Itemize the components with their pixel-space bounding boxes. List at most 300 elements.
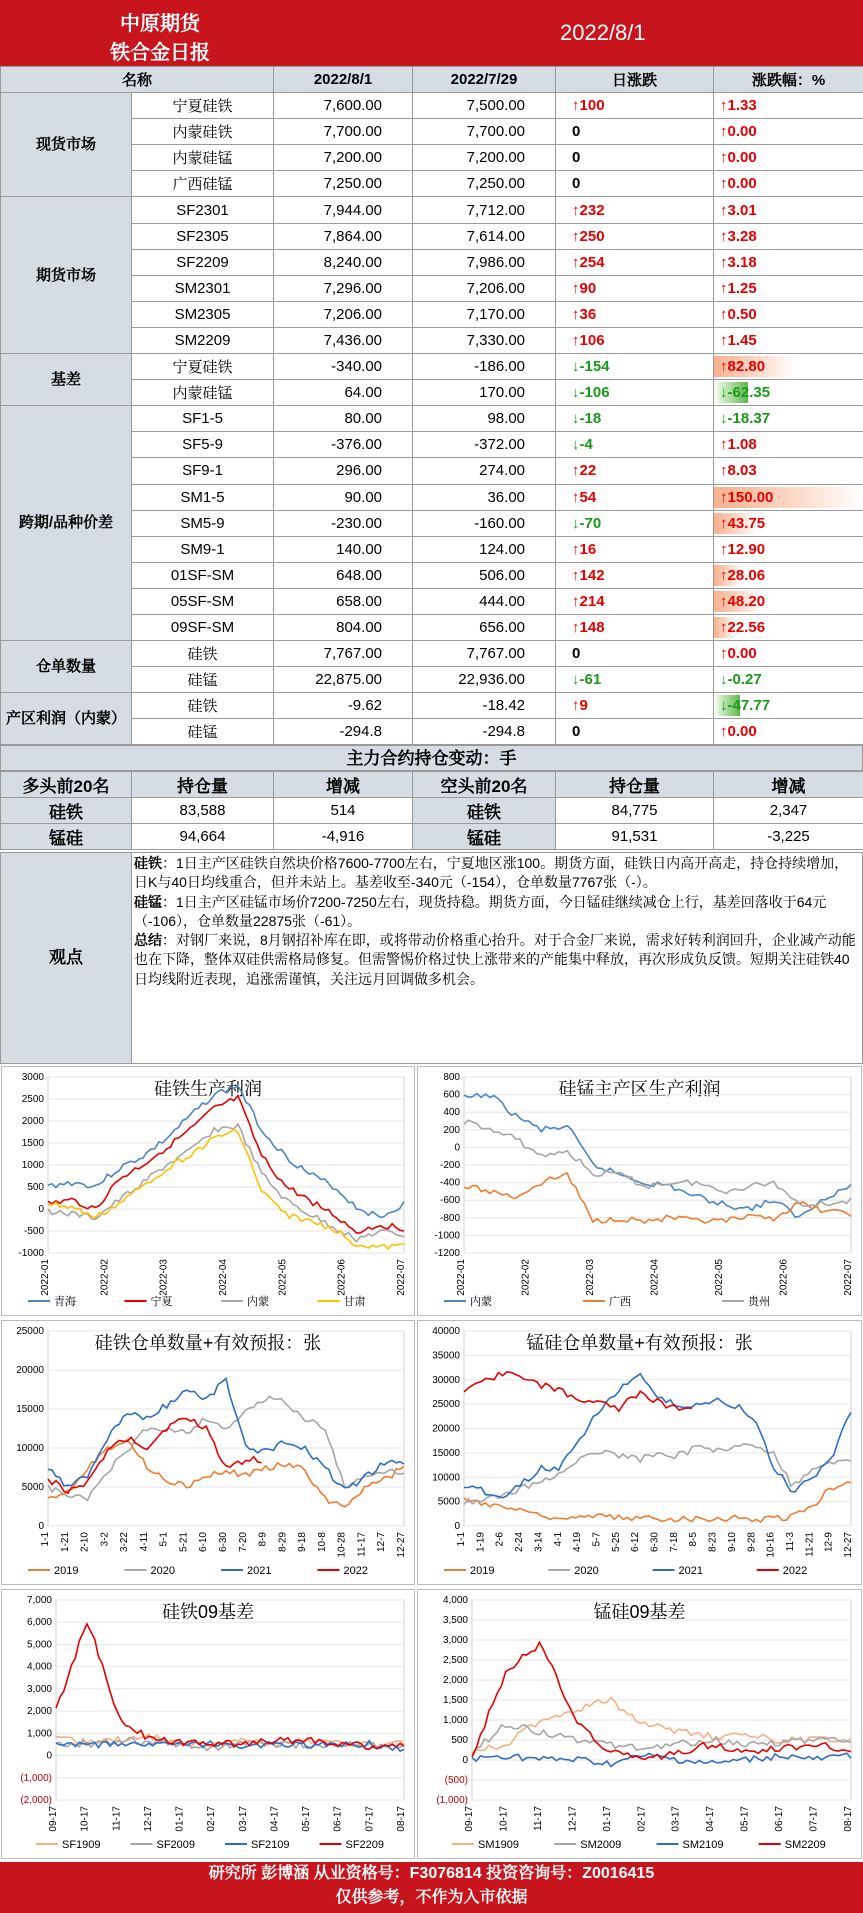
arrow-up-icon: ↑ (720, 566, 728, 584)
x-tick: 10-16 (765, 1532, 777, 1558)
daily-change (556, 693, 714, 719)
y-tick: 3000 (21, 1072, 44, 1083)
col-header: 涨跌幅：% (714, 67, 863, 93)
chart-sf-warrants (1, 1320, 415, 1585)
item-name: SF1-5 (132, 406, 274, 432)
series-line (48, 1419, 262, 1494)
arrow-down-icon: ↓ (572, 410, 580, 428)
value-today: 64.00 (274, 380, 413, 406)
pct-value: 28.06 (727, 566, 766, 584)
pct-value: 150.00 (727, 488, 774, 506)
y-tick: 5000 (437, 1496, 460, 1508)
x-tick: 6-30 (649, 1532, 661, 1553)
legend-label: 内蒙 (470, 1296, 492, 1308)
legend-label: SM1909 (478, 1839, 519, 1851)
position-cell: 硅铁 (1, 798, 132, 824)
position-header: 持仓量 (556, 772, 714, 798)
table-row (1, 197, 863, 223)
section-label: 期货市场 (1, 197, 132, 354)
x-tick: 02-17 (636, 1806, 648, 1832)
pct-change (714, 145, 863, 171)
x-tick: 11-17 (532, 1806, 544, 1831)
legend-label: SF2009 (156, 1839, 196, 1851)
item-name: 广西硅锰 (132, 171, 274, 197)
position-cell: 94,664 (132, 824, 274, 850)
chart-sm-warrants (417, 1320, 862, 1585)
arrow-up-icon: ↑ (572, 253, 580, 271)
value-today: -376.00 (274, 432, 413, 458)
x-tick: 2022-01 (40, 1259, 51, 1296)
item-name: 硅铁 (132, 641, 274, 667)
legend-label: 贵州 (748, 1296, 770, 1308)
section-label: 现货市场 (1, 93, 132, 197)
y-tick: 10000 (16, 1443, 44, 1454)
x-tick: 09-17 (464, 1806, 475, 1832)
item-name: SF2209 (132, 249, 274, 275)
y-tick: 0 (454, 1521, 460, 1532)
chart-sm09-basis (417, 1589, 862, 1859)
x-tick: 05-17 (739, 1806, 751, 1832)
x-tick: 6-12 (630, 1532, 642, 1553)
pct-change (714, 171, 863, 197)
pct-change (714, 588, 863, 614)
pct-change (714, 93, 863, 119)
arrow-up-icon: ↑ (572, 488, 580, 506)
view-silicomanganese: 硅锰：1日主产区硅锰市场价7200-7250左右，现货持稳。期货方面，今日锰硅继续减仓上行，基差回落收于64元（-106），仓单数量22875张（-61）。 (134, 893, 827, 929)
arrow-up-icon: ↑ (572, 592, 580, 610)
y-tick: 15000 (16, 1404, 44, 1415)
y-tick: 5,000 (26, 1639, 52, 1651)
arrow-up-icon: ↑ (720, 305, 728, 323)
x-tick: 07-17 (808, 1806, 820, 1832)
x-tick: 01-17 (601, 1806, 613, 1832)
section-label: 产区利润（内蒙） (1, 693, 132, 745)
x-tick: 02-17 (206, 1806, 218, 1832)
legend-label: 2021 (247, 1565, 272, 1577)
change-value: 232 (579, 201, 605, 219)
pct-change (714, 719, 863, 745)
arrow-down-icon: ↓ (572, 358, 580, 376)
legend-label: SM2009 (580, 1839, 622, 1851)
view-text (134, 854, 860, 989)
legend-label: SF2209 (345, 1839, 385, 1851)
value-today: 648.00 (274, 562, 413, 588)
company-name: 中原期货 (120, 13, 200, 35)
item-name: SF2301 (132, 197, 274, 223)
value-prev: 7,767.00 (413, 641, 556, 667)
value-today: 7,767.00 (274, 641, 413, 667)
x-tick: 6-10 (198, 1532, 210, 1553)
legend-label: 2020 (150, 1565, 175, 1577)
x-tick: 11-3 (784, 1532, 796, 1552)
daily-change (556, 510, 714, 536)
position-cell: 2,347 (714, 798, 863, 824)
view-label: 观点 (1, 853, 132, 1063)
daily-change (556, 93, 714, 119)
arrow-up-icon: ↑ (720, 253, 728, 271)
col-header: 2022/8/1 (274, 67, 413, 93)
x-tick: 12-17 (567, 1806, 579, 1832)
value-prev: 98.00 (413, 406, 556, 432)
position-cell: 91,531 (556, 824, 714, 850)
position-row (1, 798, 863, 824)
x-tick: 2022-02 (520, 1259, 532, 1296)
value-today: -340.00 (274, 354, 413, 380)
value-prev: 7,330.00 (413, 327, 556, 353)
legend-label: 广西 (609, 1296, 631, 1308)
change-value: 54 (579, 488, 597, 506)
pct-value: 0.00 (727, 123, 757, 141)
value-prev: 170.00 (413, 380, 556, 406)
x-tick: 12-27 (843, 1532, 854, 1558)
change-value: 254 (579, 253, 605, 271)
x-tick: 01-17 (174, 1806, 186, 1832)
chart-title: 锰硅09基差 (593, 1602, 686, 1622)
item-name: 硅铁 (132, 693, 274, 719)
x-tick: 4-11 (138, 1532, 150, 1552)
pct-value: 0.00 (727, 645, 757, 663)
table-row (1, 93, 863, 119)
arrow-down-icon: ↓ (572, 384, 580, 402)
value-today: -294.8 (274, 719, 413, 745)
arrow-up-icon: ↑ (572, 331, 580, 349)
y-tick: 20000 (16, 1365, 44, 1376)
value-prev: -160.00 (413, 510, 556, 536)
item-name: SM2301 (132, 275, 274, 301)
y-tick: 3,000 (442, 1635, 468, 1646)
value-prev: 7,500.00 (413, 93, 556, 119)
y-tick: 400 (443, 1107, 460, 1119)
pct-change (714, 249, 863, 275)
change-value: -154 (579, 358, 610, 376)
y-tick: 30000 (432, 1374, 460, 1386)
x-tick: 5-7 (591, 1532, 603, 1547)
y-tick: 200 (443, 1124, 460, 1136)
position-title: 主力合约持仓变动：手 (0, 745, 863, 771)
y-tick: 1,000 (26, 1728, 52, 1740)
item-name: 硅锰 (132, 719, 274, 745)
arrow-up-icon: ↑ (720, 149, 728, 167)
change-value: 0 (572, 175, 581, 193)
y-tick: -600 (439, 1195, 460, 1207)
value-prev: 7,250.00 (413, 171, 556, 197)
y-tick: 500 (27, 1182, 44, 1193)
change-value: 142 (579, 566, 605, 584)
value-today: 7,296.00 (274, 275, 413, 301)
change-value: -18 (579, 410, 602, 428)
arrow-down-icon: ↓ (572, 436, 580, 454)
pct-change (714, 301, 863, 327)
value-today: 7,206.00 (274, 301, 413, 327)
y-tick: 25000 (432, 1399, 460, 1411)
footer-analyst: 研究所 彭博涵 从业资格号：F3076814 投资咨询号：Z0016415 (208, 1865, 655, 1882)
position-cell: -3,225 (714, 824, 863, 850)
x-tick: 7-20 (237, 1532, 249, 1553)
x-tick: 8-5 (688, 1532, 700, 1547)
arrow-up-icon: ↑ (572, 279, 580, 297)
change-value: 250 (579, 227, 605, 245)
pct-change (714, 536, 863, 562)
x-tick: 03-17 (670, 1806, 682, 1832)
y-tick: 600 (443, 1089, 460, 1101)
arrow-down-icon: ↓ (720, 697, 728, 715)
legend-label: 2020 (574, 1565, 599, 1577)
table-row (1, 354, 863, 380)
y-tick: 1,000 (442, 1715, 468, 1726)
pct-value: -62.35 (727, 384, 771, 402)
x-tick: 5-25 (610, 1532, 622, 1553)
pct-value: 0.50 (727, 305, 757, 323)
chart-title: 硅锰主产区生产利润 (558, 1079, 721, 1099)
view-summary: 总结：对钢厂来说，8月钢招补库在即，或将带动价格重心抬升。对于合金厂来说，需求好转利润回升，企业减产动能也在下降，整体双硅供需格局修复。但需警惕价格过快上涨带来的产能集中释放，再次形成负反馈。短期关注硅铁40日均线附近表现，追涨需谨慎，关注远月回调做多机会。 (134, 932, 856, 987)
daily-change (556, 380, 714, 406)
chart-title: 硅铁09基差 (161, 1602, 255, 1622)
change-value: -4 (579, 436, 593, 454)
value-prev: 7,170.00 (413, 301, 556, 327)
value-today: 8,240.00 (274, 249, 413, 275)
y-tick: 1500 (21, 1138, 44, 1149)
change-value: 22 (579, 462, 597, 480)
change-value: 90 (579, 279, 597, 297)
x-tick: 06-17 (774, 1806, 786, 1832)
legend-label: 宁夏 (150, 1296, 173, 1308)
arrow-down-icon: ↓ (720, 410, 728, 428)
x-tick: 1-21 (59, 1532, 71, 1553)
daily-change (556, 588, 714, 614)
pct-value: 48.20 (727, 592, 766, 610)
pct-change (714, 614, 863, 640)
pct-value: -47.77 (727, 697, 771, 715)
y-tick: 3,000 (26, 1683, 52, 1695)
y-tick: 0 (38, 1521, 44, 1532)
y-tick: (500) (444, 1775, 468, 1786)
x-tick: 4-1 (552, 1532, 564, 1547)
y-tick: 500 (451, 1735, 468, 1746)
value-prev: -372.00 (413, 432, 556, 458)
y-tick: 2500 (21, 1094, 44, 1105)
arrow-up-icon: ↑ (720, 540, 728, 558)
item-name: SM2305 (132, 301, 274, 327)
value-today: 80.00 (274, 406, 413, 432)
x-tick: 12-7 (376, 1532, 388, 1553)
y-tick: -1000 (434, 1230, 460, 1242)
value-today: -230.00 (274, 510, 413, 536)
daily-change (556, 301, 714, 327)
x-tick: 2022-03 (585, 1259, 596, 1296)
pct-change (714, 119, 863, 145)
y-tick: 7,000 (26, 1595, 52, 1606)
y-tick: 0 (38, 1204, 44, 1215)
pct-change (714, 432, 863, 458)
value-today: 658.00 (274, 588, 413, 614)
pct-value: 43.75 (727, 514, 766, 532)
x-tick: 8-23 (707, 1532, 719, 1553)
value-today: -9.62 (274, 693, 413, 719)
daily-change (556, 641, 714, 667)
position-cell: 硅铁 (413, 798, 556, 824)
pct-change (714, 275, 863, 301)
legend-label: SF2109 (251, 1839, 290, 1851)
y-tick: 35000 (432, 1350, 460, 1362)
x-tick: 1-1 (40, 1532, 51, 1547)
daily-change (556, 249, 714, 275)
pct-value: 3.01 (727, 201, 757, 219)
x-tick: 03-17 (237, 1806, 249, 1832)
item-name: SM1-5 (132, 484, 274, 510)
daily-change (556, 432, 714, 458)
y-tick: -800 (439, 1212, 460, 1224)
x-tick: 10-28 (336, 1532, 348, 1558)
x-tick: 6-30 (218, 1532, 229, 1553)
position-table (0, 771, 863, 850)
position-cell: 锰硅 (1, 824, 132, 850)
arrow-up-icon: ↑ (720, 123, 728, 141)
legend-label: 青海 (54, 1296, 76, 1308)
x-tick: 9-10 (726, 1532, 738, 1553)
position-header: 增减 (274, 772, 413, 798)
value-prev: 124.00 (413, 536, 556, 562)
change-value: 16 (579, 540, 597, 558)
change-value: 106 (579, 331, 605, 349)
value-prev: 444.00 (413, 588, 556, 614)
position-header: 多头前20名 (1, 772, 132, 798)
legend-label: 2022 (343, 1565, 368, 1577)
value-today: 22,875.00 (274, 667, 413, 693)
arrow-up-icon: ↑ (720, 97, 728, 115)
x-tick: 2022-02 (99, 1259, 111, 1296)
x-tick: 06-17 (332, 1806, 344, 1832)
y-tick: 0 (46, 1750, 52, 1762)
position-header-row (1, 772, 863, 798)
item-name: 内蒙硅铁 (132, 119, 274, 145)
report-date: 2022/8/1 (560, 20, 646, 45)
chart-title: 硅铁仓单数量+有效预报：张 (94, 1333, 322, 1353)
daily-change (556, 406, 714, 432)
y-tick: 10000 (432, 1472, 460, 1484)
pct-value: 8.03 (727, 462, 757, 480)
pct-value: 3.28 (727, 227, 757, 245)
value-today: 7,864.00 (274, 223, 413, 249)
y-tick: 15000 (432, 1447, 460, 1459)
x-tick: 9-28 (746, 1532, 758, 1553)
arrow-up-icon: ↑ (572, 697, 580, 715)
value-today: 7,200.00 (274, 145, 413, 171)
y-tick: 40000 (432, 1326, 460, 1337)
change-value: -61 (579, 671, 602, 689)
value-today: 7,436.00 (274, 327, 413, 353)
x-tick: 2022-03 (158, 1259, 170, 1296)
daily-change (556, 562, 714, 588)
x-tick: 8-9 (257, 1532, 269, 1547)
value-prev: -186.00 (413, 354, 556, 380)
x-tick: 8-29 (277, 1532, 289, 1553)
table-row (1, 693, 863, 719)
x-tick: 5-1 (158, 1532, 170, 1547)
chart-title: 锰硅仓单数量+有效预报：张 (526, 1333, 753, 1353)
pct-value: -0.27 (727, 671, 762, 689)
arrow-up-icon: ↑ (572, 462, 580, 480)
x-tick: 2022-06 (778, 1259, 790, 1296)
y-tick: 0 (454, 1142, 460, 1154)
value-prev: 506.00 (413, 562, 556, 588)
pct-value: -18.37 (727, 410, 771, 428)
value-prev: 7,614.00 (413, 223, 556, 249)
y-tick: (1,000) (20, 1772, 52, 1784)
position-cell: 84,775 (556, 798, 714, 824)
x-tick: 2022-06 (336, 1259, 348, 1296)
market-data-table (0, 66, 863, 745)
legend-label: SF1909 (62, 1839, 101, 1851)
x-tick: 4-19 (572, 1532, 584, 1553)
y-tick: (1,000) (436, 1795, 468, 1806)
item-name: 硅锰 (132, 667, 274, 693)
item-name: 01SF-SM (132, 562, 274, 588)
change-value: 0 (572, 123, 581, 141)
item-name: 内蒙硅锰 (132, 380, 274, 406)
change-value: 0 (572, 645, 581, 663)
pct-value: 1.45 (727, 331, 757, 349)
y-tick: -500 (23, 1226, 44, 1237)
pct-value: 82.80 (727, 358, 766, 376)
pct-value: 1.25 (727, 279, 757, 297)
value-today: 7,250.00 (274, 171, 413, 197)
daily-change (556, 354, 714, 380)
y-tick: 2,000 (442, 1675, 468, 1686)
change-value: 214 (579, 592, 605, 610)
arrow-up-icon: ↑ (720, 592, 728, 610)
x-tick: 11-17 (356, 1532, 368, 1557)
pct-change (714, 562, 863, 588)
arrow-up-icon: ↑ (720, 279, 728, 297)
daily-change (556, 667, 714, 693)
arrow-up-icon: ↑ (572, 619, 580, 637)
x-tick: 11-21 (804, 1532, 816, 1557)
item-name: 宁夏硅铁 (132, 354, 274, 380)
pct-change (714, 641, 863, 667)
x-tick: 7-18 (668, 1532, 680, 1553)
change-value: 0 (572, 149, 581, 167)
position-cell: -4,916 (274, 824, 413, 850)
x-tick: 10-17 (498, 1806, 510, 1832)
pct-change (714, 406, 863, 432)
value-prev: -294.8 (413, 719, 556, 745)
table-row (1, 406, 863, 432)
x-tick: 3-14 (533, 1532, 545, 1553)
change-value: 100 (579, 97, 605, 115)
pct-value: 22.56 (727, 619, 766, 637)
series-line (464, 1372, 692, 1411)
position-header: 空头前20名 (413, 772, 556, 798)
x-tick: 2-6 (494, 1532, 506, 1547)
footer-disclaimer: 仅供参考，不作为入市依据 (335, 1889, 528, 1906)
arrow-up-icon: ↑ (572, 305, 580, 323)
col-header: 日涨跌 (556, 67, 714, 93)
value-prev: 7,986.00 (413, 249, 556, 275)
table-header-row (1, 67, 863, 93)
daily-change (556, 197, 714, 223)
y-tick: (2,000) (20, 1795, 52, 1806)
arrow-up-icon: ↑ (720, 514, 728, 532)
pct-change (714, 354, 863, 380)
pct-value: 1.08 (727, 436, 757, 454)
value-today: 804.00 (274, 614, 413, 640)
pct-change (714, 197, 863, 223)
daily-change (556, 119, 714, 145)
daily-change (556, 614, 714, 640)
view-ferrosilicon: 硅铁：1日主产区硅铁自然块价格7600-7700左右，宁夏地区涨100。期货方面，硅铁日内高开高走，持仓持续增加，日K与40日均线重合，但并未站上。基差收至-340元（-154），仓单数量7767张（-）。 (134, 855, 849, 891)
series-line (472, 1698, 851, 1754)
arrow-up-icon: ↑ (572, 566, 580, 584)
